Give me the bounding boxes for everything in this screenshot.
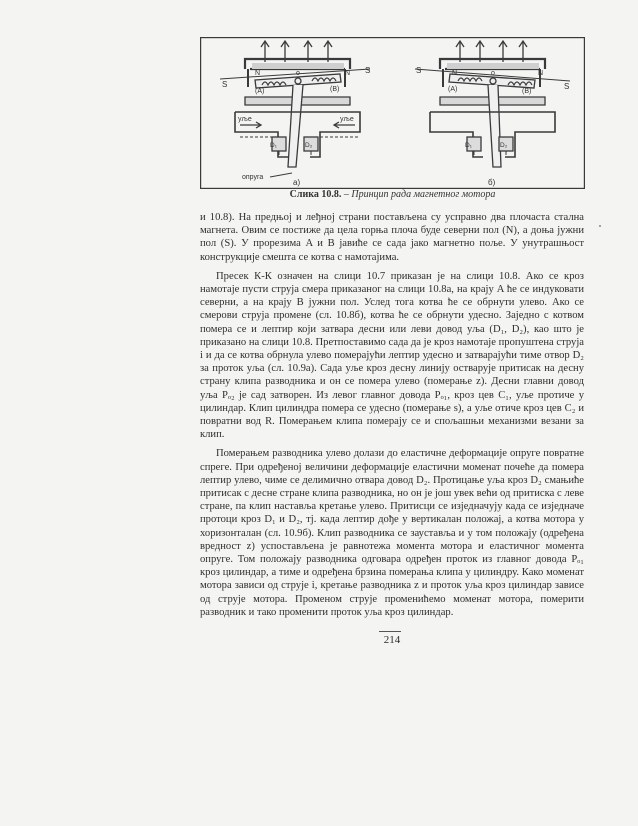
subfigure-b-label: б): [488, 178, 496, 187]
body-text: [200, 211, 584, 625]
label-a-opruga: опруга: [242, 174, 264, 181]
label-a-n1: N: [255, 70, 261, 77]
diagram-a: [220, 41, 370, 181]
label-a-s1: S: [222, 80, 228, 89]
paragraph-2: Пресек К-К означен на слици 10.7 приказан је на слици 10.8. Ако се кроз намотаје пусти струја смера приказаног на слици 10.8а, на крају A ће се индуковати северни, а на крају B јужни пол. Услед тога котва ће се обрнути улево. Ако се смерови струја промене (сл. 10.8б), котва ће се обрнути удесно. Заједно с котвом помера се и лептир који затвара десни или леви довод уља (D₁, D₂), као што је приказано на слици 10.8. Претпоставимо сада да је кроз намотаје пропуштена струја i и да се котва обрнула улево померајући лептир удесно и затварајући тиме отвор D₂ за проток уља (сл. 10.9а). Сада уље кроз десну линију остварује притисак на десну страну клипа разводника и он се помера улево (померање z). Десни главни довод уља Pₒ₂ је сад затворен. Из левог главног довода Pₒ₁, кроз цев C₁, уље протиче у цилиндар. Клип цилиндра помера се удесно (померање s), а уље отиче кроз цев C₂ и повратни вод R. Померањем клипа померају се и спољашњи механизми везани за клип.: [200, 270, 584, 441]
label-a-d2: D₂: [305, 142, 313, 149]
label-a-o: o: [296, 70, 300, 77]
label-a-b: (B): [330, 86, 340, 93]
subfigure-a-label: a): [293, 178, 301, 187]
label-b-b: (B): [522, 88, 532, 95]
motor-diagram: [200, 37, 585, 189]
label-a-a: (A): [255, 88, 265, 95]
label-a-d1: D₁: [270, 142, 277, 149]
label-a-s2: S: [365, 66, 371, 75]
scan-dot: [599, 225, 601, 227]
page-number: 214: [383, 634, 401, 646]
label-a-ulje2: уље: [340, 116, 354, 123]
diagram-b: [415, 41, 570, 167]
label-b-s2: S: [564, 82, 570, 91]
paragraph-1: и 10.8). На предњој и леђној страни постављена су усправно два плочаста стална магнета. Овим се постиже да цела горња плоча буде северни пол (N), а доња јужни пол (S). У прорезима A и B јавиће се сада јако магнетно поље. У унутрашњост конструкције смешта се котва с намотајима.: [200, 212, 584, 263]
figure-caption: Слика 10.8. – Принцип рада магнетног мотора: [289, 189, 496, 200]
label-b-s1: S: [416, 66, 422, 75]
label-a-n2: N: [345, 70, 351, 77]
label-b-a: (A): [448, 86, 458, 93]
caption-text: Принцип рада магнетног мотора: [351, 189, 496, 200]
label-b-d2: D₂: [500, 142, 508, 149]
label-b-d1: D₁: [465, 142, 472, 149]
label-b-n1: N: [452, 70, 458, 77]
label-b-n2: N: [538, 70, 544, 77]
figure-10-8: [200, 37, 585, 197]
label-a-ulje1: уље: [238, 116, 252, 123]
label-b-o: o: [491, 70, 495, 77]
caption-number: Слика 10.8.: [289, 189, 342, 200]
page-number-rule: [379, 631, 401, 632]
paragraph-3: Померањем разводника улево долази до еластичне деформације опруге повратне спреге. При одређеној величини деформације еластични моменат почеће да помера лептир улево, чиме се делимично отвара довод D₂. Протицање уља кроз D₂ смањиће притисак с десне стране клипа разводника, но он је још увек већи од притиска с леве стране, па клип наставља кретање улево. Притисци се изједначују када се изједначе протоци кроз D₁ и D₂, тј. када лептир дође у вертикалан положај, а котва мотора у хоризонталан (сл. 10.9б). Клип разводника се зауставља и у том положају (одређена вредност z) успостављена је равнотежа момента мотора и еластичног момента опруге. Том положају разводника одговара одређен проток из главног довода Pₒ₁ кроз цилиндар, а тиме и одређена брзина померања клипа у цилиндру. Како моменат мотора зависи од струје i, кретање разводника z и проток уља кроз цилиндар зависе од струје мотора. Променом струје променићемо моменат мотора, померити разводник и тако променити проток уља кроз цилиндар.: [200, 448, 584, 618]
